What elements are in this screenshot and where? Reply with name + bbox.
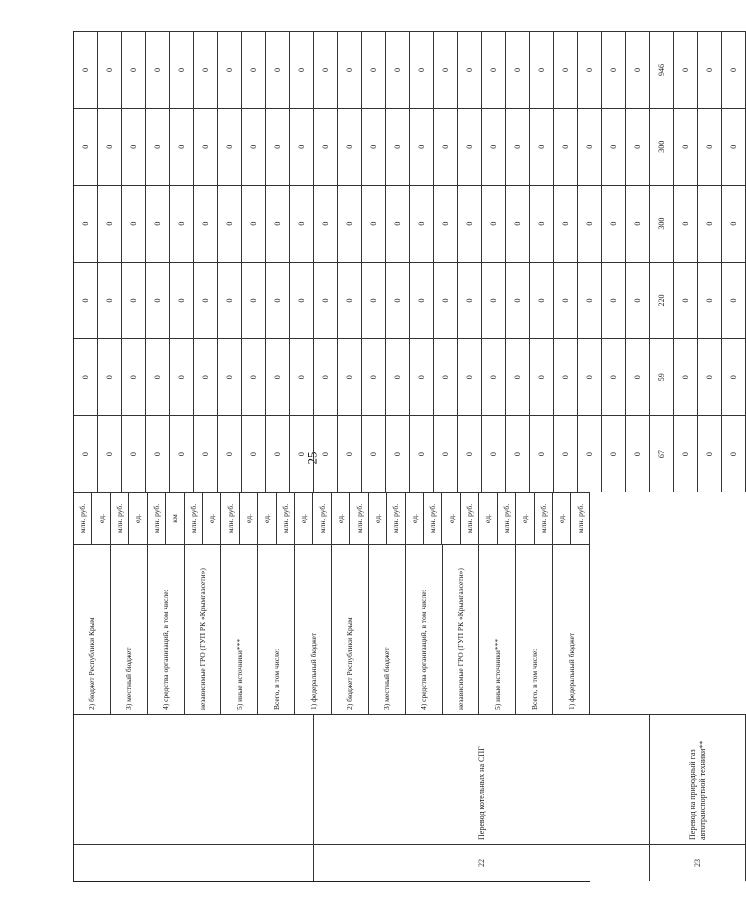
year-value: 0 xyxy=(482,415,506,492)
unit-label: ед. xyxy=(332,492,350,544)
year-value: 0 xyxy=(626,415,650,492)
year-value: 0 xyxy=(698,185,722,262)
year-value: 0 xyxy=(578,415,602,492)
year-value: 0 xyxy=(242,31,266,108)
unit-label: млн. руб. xyxy=(461,492,479,544)
year-value: 0 xyxy=(218,31,242,108)
year-value: 0 xyxy=(626,108,650,185)
year-value: 0 xyxy=(194,338,218,415)
year-value: 0 xyxy=(122,415,146,492)
unit-label: км xyxy=(166,492,184,544)
year-value: 0 xyxy=(626,31,650,108)
year-value: 0 xyxy=(722,185,746,262)
year-value: 0 xyxy=(122,31,146,108)
value-row xyxy=(362,31,386,492)
year-value: 0 xyxy=(722,415,746,492)
year-value: 0 xyxy=(362,338,386,415)
year-value: 0 xyxy=(314,31,338,108)
year-value: 0 xyxy=(266,185,290,262)
value-row xyxy=(458,31,482,492)
unit-label: млн. руб. xyxy=(498,492,516,544)
funding-source: 3) местный бюджет xyxy=(369,544,406,714)
year-value: 0 xyxy=(74,338,98,415)
year-value: 0 xyxy=(674,108,698,185)
year-value: 300 xyxy=(650,185,674,262)
unit-label: ед. xyxy=(406,492,424,544)
year-value: 0 xyxy=(170,31,194,108)
year-value: 0 xyxy=(194,108,218,185)
funding-source: 3) местный бюджет xyxy=(111,544,148,714)
unit-label: ед. xyxy=(369,492,387,544)
unit-label: ед. xyxy=(92,492,110,544)
value-row xyxy=(146,31,170,492)
year-value: 0 xyxy=(674,338,698,415)
year-value: 0 xyxy=(482,31,506,108)
year-value: 0 xyxy=(362,262,386,339)
year-value: 0 xyxy=(626,262,650,339)
unit-label: млн. руб. xyxy=(221,492,239,544)
year-value: 0 xyxy=(74,108,98,185)
value-row xyxy=(626,31,650,492)
year-value: 0 xyxy=(314,338,338,415)
year-value: 0 xyxy=(386,185,410,262)
year-value: 0 xyxy=(266,108,290,185)
unit-label: ед. xyxy=(129,492,147,544)
unit-label: млн. руб. xyxy=(535,492,553,544)
year-value: 0 xyxy=(578,185,602,262)
year-value: 0 xyxy=(578,31,602,108)
year-value: 0 xyxy=(74,185,98,262)
unit-label: млн. руб. xyxy=(111,492,129,544)
value-row xyxy=(122,31,146,492)
year-value: 0 xyxy=(554,31,578,108)
year-value: 0 xyxy=(146,262,170,339)
year-value: 0 xyxy=(458,185,482,262)
funding-source: Всего, в том числе: xyxy=(258,544,295,714)
year-value: 0 xyxy=(482,338,506,415)
year-value: 0 xyxy=(386,338,410,415)
unit-label: млн. руб. xyxy=(185,492,203,544)
year-value: 0 xyxy=(602,108,626,185)
funding-source: независимые ГРО (ГУП РК «Крымгазсети») xyxy=(185,544,222,714)
page-number: 25 xyxy=(304,451,320,465)
year-value: 0 xyxy=(242,262,266,339)
year-value: 0 xyxy=(170,338,194,415)
value-row xyxy=(242,31,266,492)
year-value: 0 xyxy=(434,415,458,492)
unit-label: ед. xyxy=(258,492,276,544)
year-value: 0 xyxy=(602,415,626,492)
year-value: 0 xyxy=(386,262,410,339)
year-value: 0 xyxy=(458,262,482,339)
value-row xyxy=(602,31,626,492)
year-value: 0 xyxy=(674,262,698,339)
funding-source: независимые ГРО (ГУП РК «Крымгазсети») xyxy=(443,544,480,714)
value-row xyxy=(650,31,674,492)
year-value: 0 xyxy=(266,415,290,492)
year-value: 0 xyxy=(146,415,170,492)
year-value: 0 xyxy=(290,185,314,262)
year-value: 0 xyxy=(338,31,362,108)
year-value: 0 xyxy=(410,31,434,108)
year-value: 0 xyxy=(410,108,434,185)
unit-label: млн. руб. xyxy=(350,492,368,544)
year-value: 0 xyxy=(458,338,482,415)
year-value: 0 xyxy=(74,31,98,108)
funding-source: 2) бюджет Республики Крым xyxy=(74,544,111,714)
year-value: 0 xyxy=(482,262,506,339)
value-row xyxy=(338,31,362,492)
unit-label: ед. xyxy=(516,492,534,544)
year-value: 0 xyxy=(98,108,122,185)
year-value: 0 xyxy=(410,338,434,415)
year-value: 0 xyxy=(602,338,626,415)
year-value: 0 xyxy=(362,31,386,108)
funding-source: 4) средства организаций, в том числе: xyxy=(406,544,443,714)
funding-source: 1) федеральный бюджет xyxy=(553,544,590,714)
year-value: 0 xyxy=(122,108,146,185)
year-value: 0 xyxy=(98,338,122,415)
year-value: 0 xyxy=(698,108,722,185)
year-value: 0 xyxy=(578,262,602,339)
year-value: 0 xyxy=(458,415,482,492)
year-value: 0 xyxy=(290,108,314,185)
unit-label: млн. руб. xyxy=(571,492,589,544)
year-value: 0 xyxy=(434,31,458,108)
year-value: 0 xyxy=(722,31,746,108)
year-value: 0 xyxy=(434,262,458,339)
unit-label: млн. руб. xyxy=(313,492,331,544)
unit-label: млн. руб. xyxy=(424,492,442,544)
value-row xyxy=(698,31,722,492)
value-row xyxy=(266,31,290,492)
year-value: 220 xyxy=(650,262,674,339)
year-value: 0 xyxy=(242,108,266,185)
year-value: 0 xyxy=(554,108,578,185)
year-value: 0 xyxy=(314,108,338,185)
year-value: 0 xyxy=(698,338,722,415)
year-value: 0 xyxy=(410,415,434,492)
year-value: 300 xyxy=(650,108,674,185)
value-row xyxy=(482,31,506,492)
year-value: 0 xyxy=(626,185,650,262)
year-value: 67 xyxy=(650,415,674,492)
year-value: 0 xyxy=(74,415,98,492)
year-value: 0 xyxy=(530,185,554,262)
value-row xyxy=(98,31,122,492)
year-value: 0 xyxy=(698,415,722,492)
year-value: 59 xyxy=(650,338,674,415)
year-value: 0 xyxy=(218,185,242,262)
year-value: 0 xyxy=(146,31,170,108)
year-value: 0 xyxy=(554,415,578,492)
year-value: 946 xyxy=(650,31,674,108)
year-value: 0 xyxy=(698,262,722,339)
value-row xyxy=(314,31,338,492)
year-value: 0 xyxy=(458,108,482,185)
year-value: 0 xyxy=(314,415,338,492)
year-value: 0 xyxy=(530,262,554,339)
value-row xyxy=(194,31,218,492)
year-value: 0 xyxy=(314,262,338,339)
year-value: 0 xyxy=(218,262,242,339)
year-value: 0 xyxy=(218,108,242,185)
budget-table xyxy=(73,31,738,882)
year-value: 0 xyxy=(674,185,698,262)
year-value: 0 xyxy=(554,262,578,339)
year-value: 0 xyxy=(722,108,746,185)
value-row xyxy=(74,31,98,492)
year-value: 0 xyxy=(290,338,314,415)
year-value: 0 xyxy=(506,31,530,108)
unit-label: ед. xyxy=(442,492,460,544)
value-row xyxy=(290,31,314,492)
year-value: 0 xyxy=(578,338,602,415)
year-value: 0 xyxy=(242,338,266,415)
year-value: 0 xyxy=(218,415,242,492)
year-value: 0 xyxy=(362,415,386,492)
year-value: 0 xyxy=(338,338,362,415)
activity-column xyxy=(74,714,707,844)
year-value: 0 xyxy=(410,262,434,339)
year-value: 0 xyxy=(290,415,314,492)
year-value: 0 xyxy=(122,338,146,415)
year-value: 0 xyxy=(290,31,314,108)
funding-source: 2) бюджет Республики Крым xyxy=(332,544,369,714)
year-value: 0 xyxy=(506,415,530,492)
year-value: 0 xyxy=(170,415,194,492)
year-value: 0 xyxy=(674,415,698,492)
year-value: 0 xyxy=(530,338,554,415)
year-value: 0 xyxy=(602,31,626,108)
year-value: 0 xyxy=(146,108,170,185)
value-row xyxy=(410,31,434,492)
year-value: 0 xyxy=(626,338,650,415)
row-number xyxy=(74,844,314,881)
unit-label: млн. руб. xyxy=(387,492,405,544)
year-value: 0 xyxy=(122,185,146,262)
year-value: 0 xyxy=(386,108,410,185)
year-value: 0 xyxy=(194,415,218,492)
year-value: 0 xyxy=(530,31,554,108)
year-value: 0 xyxy=(482,108,506,185)
year-value: 0 xyxy=(74,262,98,339)
unit-label: млн. руб. xyxy=(74,492,92,544)
year-value: 0 xyxy=(242,185,266,262)
year-value: 0 xyxy=(266,31,290,108)
year-value: 0 xyxy=(362,108,386,185)
year-value: 0 xyxy=(506,185,530,262)
year-value: 0 xyxy=(170,108,194,185)
unit-label: ед. xyxy=(295,492,313,544)
year-value: 0 xyxy=(674,31,698,108)
year-value: 0 xyxy=(506,262,530,339)
year-value: 0 xyxy=(506,108,530,185)
row-number: 23 xyxy=(650,844,746,881)
year-value: 0 xyxy=(98,31,122,108)
funding-source: 5) иные источники*** xyxy=(479,544,516,714)
unit-label: млн. руб. xyxy=(148,492,166,544)
year-value: 0 xyxy=(458,31,482,108)
unit-column xyxy=(74,492,590,544)
year-value: 0 xyxy=(146,338,170,415)
value-row xyxy=(554,31,578,492)
year-value: 0 xyxy=(722,262,746,339)
year-value: 0 xyxy=(170,262,194,339)
year-value: 0 xyxy=(266,338,290,415)
year-value: 0 xyxy=(386,415,410,492)
year-value: 0 xyxy=(434,338,458,415)
year-value: 0 xyxy=(98,185,122,262)
year-value: 0 xyxy=(554,185,578,262)
year-value: 0 xyxy=(722,338,746,415)
unit-label: ед. xyxy=(203,492,221,544)
year-value: 0 xyxy=(194,262,218,339)
funding-source: Всего, в том числе: xyxy=(516,544,553,714)
year-value: 0 xyxy=(242,415,266,492)
value-row xyxy=(674,31,698,492)
year-value: 0 xyxy=(266,262,290,339)
year-value: 0 xyxy=(578,108,602,185)
value-row xyxy=(218,31,242,492)
year-value: 0 xyxy=(602,185,626,262)
value-row xyxy=(170,31,194,492)
funding-source: 4) средства организаций, в том числе: xyxy=(148,544,185,714)
values-column xyxy=(74,31,738,492)
funding-source: 1) федеральный бюджет xyxy=(295,544,332,714)
year-value: 0 xyxy=(122,262,146,339)
year-value: 0 xyxy=(338,185,362,262)
year-value: 0 xyxy=(698,31,722,108)
unit-label: ед. xyxy=(553,492,571,544)
year-value: 0 xyxy=(434,185,458,262)
year-value: 0 xyxy=(170,185,194,262)
activity-name: Перевод котельных на СПГ xyxy=(314,714,650,844)
year-value: 0 xyxy=(530,415,554,492)
value-row xyxy=(506,31,530,492)
year-value: 0 xyxy=(338,262,362,339)
year-value: 0 xyxy=(194,31,218,108)
value-row xyxy=(530,31,554,492)
unit-label: млн. руб. xyxy=(277,492,295,544)
year-value: 0 xyxy=(386,31,410,108)
year-value: 0 xyxy=(98,262,122,339)
year-value: 0 xyxy=(290,262,314,339)
year-value: 0 xyxy=(98,415,122,492)
activity-name: Перевод на природный газ автотранспортной техники** xyxy=(650,714,746,844)
year-value: 0 xyxy=(554,338,578,415)
funding-source: 5) иные источники*** xyxy=(221,544,258,714)
number-column xyxy=(74,844,702,881)
value-row xyxy=(722,31,746,492)
year-value: 0 xyxy=(146,185,170,262)
year-value: 0 xyxy=(506,338,530,415)
year-value: 0 xyxy=(530,108,554,185)
year-value: 0 xyxy=(410,185,434,262)
year-value: 0 xyxy=(362,185,386,262)
value-row xyxy=(578,31,602,492)
unit-label: ед. xyxy=(240,492,258,544)
activity-name xyxy=(74,714,314,844)
unit-label: ед. xyxy=(479,492,497,544)
value-row xyxy=(434,31,458,492)
year-value: 0 xyxy=(434,108,458,185)
year-value: 0 xyxy=(218,338,242,415)
row-number: 22 xyxy=(314,844,650,881)
source-column xyxy=(74,544,590,714)
year-value: 0 xyxy=(602,262,626,339)
year-value: 0 xyxy=(338,415,362,492)
value-row xyxy=(386,31,410,492)
year-value: 0 xyxy=(194,185,218,262)
year-value: 0 xyxy=(482,185,506,262)
year-value: 0 xyxy=(314,185,338,262)
year-value: 0 xyxy=(338,108,362,185)
